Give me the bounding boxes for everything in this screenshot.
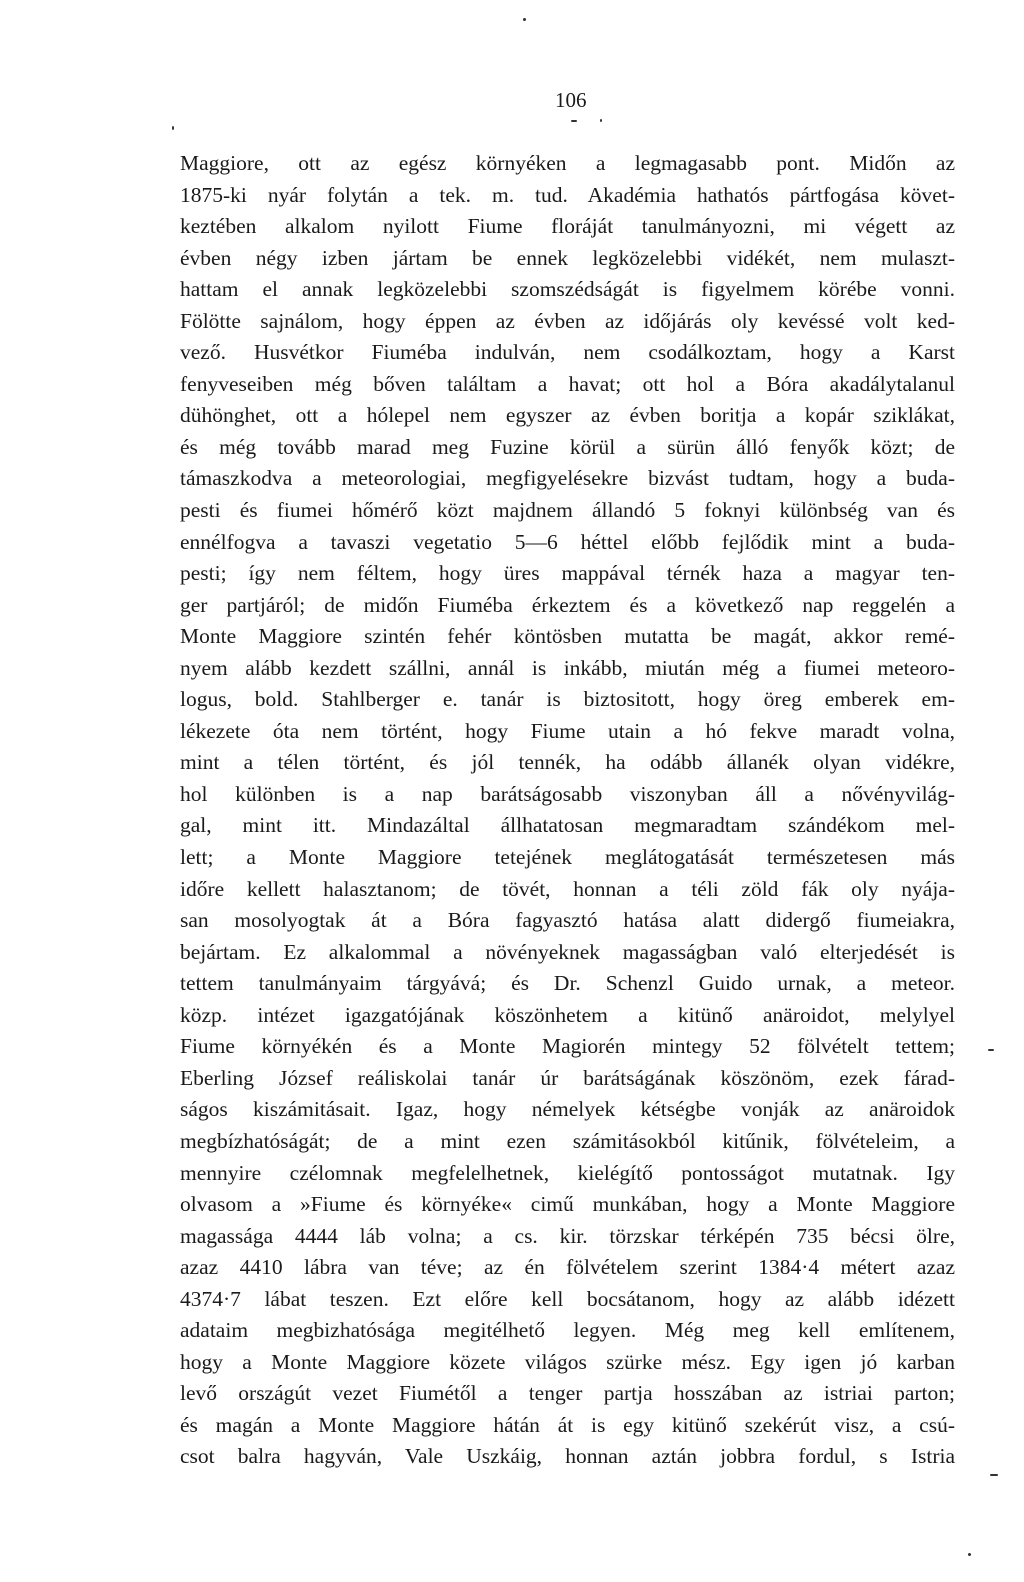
text-line: lett; a Monte Maggiore tetejének meglátogatását természetesen más	[180, 845, 955, 870]
text-line: mint a télen történt, és jól tennék, ha odább állanék olyan vidékre,	[180, 750, 955, 775]
text-line: időre kellett halasztanom; de tövét, honnan a téli zöld fák oly nyája-	[180, 876, 955, 901]
text-line: 4374·7 lábat teszen. Ezt előre kell bocsátanom, hogy az alább idézett	[180, 1286, 955, 1311]
text-line: hogy a Monte Maggiore közete világos szürke mész. Egy igen jó karban	[180, 1349, 955, 1374]
text-line: san mosolyogtak át a Bóra fagyasztó hatása alatt didergő fiumeiakra,	[180, 908, 955, 933]
text-line: adataim megbizhatósága megitélhető legyen. Még meg kell említenem,	[180, 1318, 955, 1343]
text-line: ságos kiszámitásait. Igaz, hogy némelyek kétségbe vonják az anäroidok	[180, 1097, 955, 1122]
text-line: megbízhatóságát; de a mint ezen számitásokból kitűnik, fölvételeim, a	[180, 1128, 955, 1153]
text-line: hattam el annak legközelebbi szomszédságát is figyelmem körébe vonni.	[180, 277, 955, 302]
scan-speck	[523, 18, 526, 21]
text-line: ger partjáról; de midőn Fiuméba érkeztem és a következő nap reggelén a	[180, 592, 955, 617]
text-line: és még tovább marad meg Fuzine körül a sürün álló fenyők közt; de	[180, 434, 955, 459]
text-line: lékezete óta nem történt, hogy Fiume utain a hó fekve maradt volna,	[180, 718, 955, 743]
text-line: pesti és fiumei hőmérő közt majdnem állandó 5 foknyi különbség van és	[180, 498, 955, 523]
text-line: tettem tanulmányaim tárgyává; és Dr. Schenzl Guido urnak, a meteor.	[180, 971, 955, 996]
text-line: keztében alkalom nyilott Fiume floráját tanulmányozni, mi végett az	[180, 214, 955, 239]
text-line: mennyire czélomnak megfelelhetnek, kielégítő pontosságot mutatnak. Igy	[180, 1160, 955, 1185]
body-text	[180, 148, 955, 1473]
text-line: magassága 4444 láb volna; a cs. kir. törzskar térképén 735 bécsi ölre,	[180, 1223, 955, 1248]
text-line: Monte Maggiore szintén fehér köntösben mutatta be magát, akkor remé-	[180, 624, 955, 649]
text-line: támaszkodva a meteorologiai, megfigyelésekre bizvást tudtam, hogy a buda-	[180, 466, 955, 491]
text-line: gal, mint itt. Mindazáltal állhatatosan megmaradtam szándékom mel-	[180, 813, 955, 838]
text-line: közp. intézet igazgatójának köszönhetem a kitünő anäroidot, melylyel	[180, 1002, 955, 1027]
text-line: Fölötte sajnálom, hogy éppen az évben az időjárás oly kevéssé volt ked-	[180, 308, 955, 333]
text-line: évben négy izben jártam be ennek legközelebbi vidékét, nem mulaszt-	[180, 245, 955, 270]
scan-speck	[172, 126, 174, 130]
text-line: dühönghet, ott a hólepel nem egyszer az évben boritja a kopár sziklákat,	[180, 403, 955, 428]
scan-speck	[990, 1474, 998, 1476]
scan-speck	[571, 120, 577, 122]
text-line: nyem alább kezdett szállni, annál is inkább, miután még a fiumei meteoro-	[180, 655, 955, 680]
text-line: Maggiore, ott az egész környéken a legmagasabb pont. Midőn az	[180, 151, 955, 175]
text-line: 1875-ki nyár folytán a tek. m. tud. Akadémia hathatós pártfogása követ-	[180, 182, 955, 207]
scan-speck	[600, 119, 602, 122]
text-line: pesti; így nem féltem, hogy üres mappával térnék haza a magyar ten-	[180, 561, 955, 586]
text-line: logus, bold. Stahlberger e. tanár is biztositott, hogy öreg emberek em-	[180, 687, 955, 712]
page-number: 106	[555, 88, 587, 112]
text-line: fenyveseiben még bőven találtam a havat; ott hol a Bóra akadálytalanul	[180, 371, 955, 396]
scan-speck	[968, 1553, 971, 1556]
text-line: hol különben is a nap barátságosabb viszonyban áll a nővényvilág-	[180, 781, 955, 806]
text-line: csot balra hagyván, Vale Uszkáig, honnan aztán jobbra fordul, s Istria	[180, 1444, 955, 1469]
scan-speck	[988, 1049, 994, 1051]
text-line: és magán a Monte Maggiore hátán át is egy kitünő szekérút visz, a csú-	[180, 1412, 955, 1437]
text-line: levő országút vezet Fiumétől a tenger partja hosszában az istriai parton;	[180, 1381, 955, 1406]
text-line: Fiume környékén és a Monte Magiorén mintegy 52 fölvételt tettem;	[180, 1034, 955, 1059]
text-line: vező. Husvétkor Fiuméba indulván, nem csodálkoztam, hogy a Karst	[180, 340, 955, 365]
text-line: ennélfogva a tavaszi vegetatio 5—6 héttel előbb fejlődik mint a buda-	[180, 529, 955, 554]
text-line: bejártam. Ez alkalommal a növényeknek magasságban való elterjedését is	[180, 939, 955, 964]
text-line: Eberling József reáliskolai tanár úr barátságának köszönöm, ezek fárad-	[180, 1065, 955, 1090]
text-line: olvasom a »Fiume és környéke« cimű munkában, hogy a Monte Maggiore	[180, 1192, 955, 1217]
text-line: azaz 4410 lábra van téve; az én fölvételem szerint 1384·4 métert azaz	[180, 1255, 955, 1280]
